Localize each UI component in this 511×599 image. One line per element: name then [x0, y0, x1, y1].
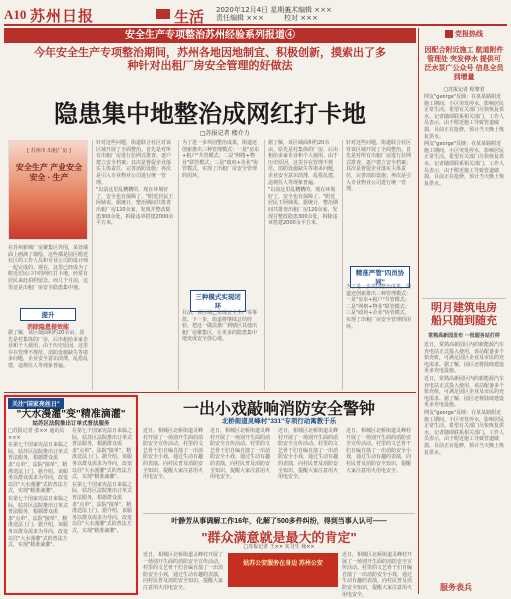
fire-col-4: 近日，相城区北桥街道灵峰村开展了一场别开生面的消防安全宣传活动。村里的文艺骨干们自编自演了一出消防安全小戏，通过生动有趣的表演，向村民普及消防安全知识，提醒大家注意用火用电安全。	[346, 428, 412, 474]
side-service-label: 服务表兵	[440, 583, 472, 592]
editor-credits	[284, 6, 332, 22]
focus-tag: 关注"国家亮丝日"	[8, 398, 64, 409]
poster-text: 安全生产 产业安全 安全 · 生产	[15, 163, 83, 182]
issue-date	[216, 6, 291, 22]
hotline-label: 党报热线	[455, 31, 483, 38]
focus-headline: "大水漫灌"变"精准滴灌"	[16, 409, 126, 420]
side-sub-2: 常熟高新园发布 一批服务站打样	[428, 333, 500, 339]
sidebar-rule	[418, 28, 419, 594]
lead-col-6: 据了解，该区域面积约20余亩，原先是村集体的厂房，后出租给多家企业和个人使用。由于历史原因，这里存在管理不规范、消防设施缺失等诸多问题，企业安全意识淡薄，乱搭乱建、违规住人等现象普遍。 "以前这里乱糟糟的，现在环境好了，安全也有保障了。"附近居民王阿姨说。据统计，整治期间共排查出租厂房120余家，发现并整改隐患300余处，拆除违章搭建2000余平方米。	[268, 140, 339, 227]
section-marker	[156, 9, 170, 19]
rule	[264, 140, 265, 390]
page-number: A10	[4, 7, 27, 22]
mediator-byline: □苏报记者 王×× 实习生 杨××	[243, 544, 315, 550]
side-text-1: 网友"george"反映：在某某路附近施工期间，小区突发停水，影响居民正常生活。希望有关部门尽快恢复供水。记者随即联系相关部门，工作人员表示，由于附近施工导致管道破损，目前正在抢修，预计当天晚上恢复供水。 网友"george"反映：在某某路附近施工期间，小区突发停水，影响居民正常生活。希望有关部门尽快恢复供水。记者随即联系相关部门，工作人员表示，由于附近施工导致管道破损，目前正在抢修，预计当天晚上恢复供水。	[424, 94, 505, 187]
lead-subhead-3: 精准严管"四员协同"	[350, 266, 410, 288]
lead-subhead-1: 提升	[20, 308, 76, 321]
focus-col-1: □苏报记者 张×× 通讯员 ××× 在第七个国家宪法日来临之际，姑苏区法院推出订单式普法服务，根据群众需求"点单"，法院"接单"，精准送法上门。据介绍，该服务以群众需求为导向，改变以往"大水漫灌"式的普法方式，实现"精准滴灌"。 在第七个国家宪法日来临之际，姑苏区法院推出订单式普法服务，根据群众需求"点单"，法院"接单"，精准送法上门。据介绍，该服务以群众需求为导向，改变以往"大水漫灌"式的普法方式，实现"精准滴灌"。	[8, 428, 69, 549]
series-banner: 安全生产专项整治苏州经验系列报道④	[4, 28, 416, 43]
hotline-icon	[445, 30, 453, 38]
rule	[143, 513, 415, 514]
side-headline-1: 因配合附近施工 航道附件管理处 突发停水 提供可泛水泵广公众号 信息全员到增量	[424, 47, 504, 81]
mediator-kicker: 叶静芳从事调解工作16年，化解了500多件纠纷，得到当事人认可——	[171, 518, 387, 525]
police-ad-banner: 姑苏公安服务在身边 苏州公安	[228, 553, 338, 587]
hotline-logo	[420, 28, 508, 42]
lead-byline: □苏报记者 楼介力	[200, 130, 250, 137]
mediator-col-2: 近日，相城区北桥街道灵峰村开展了一场别开生面的消防安全宣传活动。村里的文艺骨干们自编自演了一出消防安全小戏，通过生动有趣的表演，向村民普及消防安全知识，提醒大家注意用火用电安全。	[342, 552, 413, 598]
masthead	[4, 4, 507, 26]
lead-col-8: 为了进一步巩固整治成果，街道还创新推出三种管理模式：一是"房东+租户"共管模式；二是"网格+物业"联管模式；三是"政府+企业"协管模式，实现了出租厂房安全管理的闭环。	[346, 284, 412, 330]
lead-kicker	[8, 47, 412, 73]
lead-headline: 隐患集中地整治成网红打卡地	[54, 101, 366, 128]
lead-subhead-1b: 消除隐患提效能	[26, 325, 69, 331]
side-text-2: 近日，常熟高新园区内的新能源汽车充电站正式投入使用，该站配备多个快充桩，可满足园区企业及市民的充电需求。据了解，园区还将陆续建设更多充电设施。 近日，常熟高新园区内的新能源汽车充电站正式投入使用，该站配备多个快充桩，可满足园区企业及市民的充电需求。据了解，园区还将陆续建设更多充电设施。 网友"george"反映：在某某路附近施工期间，小区突发停水，影响居民正常生活。希望有关部门尽快恢复供水。记者随即联系相关部门，工作人员表示，由于附近施工导致管道破损，目前正在抢修，预计当天晚上恢复供水。	[424, 342, 505, 456]
lead-col-2: 据了解，该区域面积约20余亩，原先是村集体的厂房，后出租给多家企业和个人使用。由于历史原因，这里存在管理不规范、消防设施缺失等诸多问题，企业安全意识淡薄，乱搭乱建、违规住人等现象普遍。	[8, 330, 89, 369]
poster-caption: [ 苏州市 出租厂房 ]	[27, 148, 71, 154]
lead-col-3: 针对这些问题，街道联合社区对该区域开展了全面整治。首先是对所有出租厂房进行拉网式排查，逐户建立安全档案；其次是督促企业落实主体责任，完善消防设施；再次是引入专业物业公司进行统一管理。 "以前这里乱糟糟的，现在环境好了，安全也有保障了。"附近居民王阿姨说。据统计，整治期间共排查出租厂房120余家，发现并整改隐患300余处，拆除违章搭建2000余平方米。	[96, 140, 174, 227]
lead-kicker-line-1: 今年安全生产专项整治期间，苏州各地因地制宜、积极创新，摸索出了多	[34, 47, 386, 59]
rule	[178, 140, 179, 390]
lead-col-7: 针对这些问题，街道联合社区对该区域开展了全面整治。首先是对所有出租厂房进行拉网式排查，逐户建立安全档案；其次是督促企业落实主体责任，完善消防设施；再次是引入专业物业公司进行统一管理。	[346, 140, 412, 193]
section-name: 生活	[174, 9, 205, 26]
lead-poster-image	[8, 140, 88, 240]
lead-col-4: 为了进一步巩固整治成果，街道还创新推出三种管理模式：一是"房东+租户"共管模式；二是"网格+物业"联管模式；三是"政府+企业"协管模式，实现了出租厂房安全管理的闭环。	[182, 140, 260, 179]
lead-kicker-line-2: 种针对出租厂房安全管理的好做法	[127, 60, 293, 72]
rule	[422, 298, 506, 299]
side-byline-1: □苏报记者 程黎君	[443, 87, 485, 93]
fire-col-2: 近日，相城区北桥街道灵峰村开展了一场别开生面的消防安全宣传活动。村里的文艺骨干们自编自演了一出消防安全小戏，通过生动有趣的表演，向村民普及消防安全知识，提醒大家注意用火用电安全。	[210, 428, 271, 481]
date-line-2: 责任编辑 ×××	[216, 14, 264, 22]
lead-col-5: 目前，该区域已实现安全生产零事故。下一步，街道将继续总结经验，把这一做法推广到辖区其他出租厂房聚集区，让更多的隐患集中地变成安全放心地。	[182, 310, 258, 343]
lead-col-1: 在苏州新城厂房聚集区外围，某处墙面上画满了墙绘，这些都是园区附近社区的工作人员和专业公司的设计师一起完成的。现在，这里已经成为了附近居民口中的网红打卡地，经常有居民来此拍照留念。而几个月前，这里还是出租厂房安全隐患集中地。	[8, 245, 89, 291]
mediator-headline: "群众满意就是最大的肯定"	[201, 530, 357, 545]
editor-line: 美术编辑 ×××	[284, 6, 332, 14]
side-headline-2: 明月建筑电房 船只随到随充	[431, 302, 497, 327]
fire-headline: 一出小戏敲响消防安全警钟	[182, 401, 375, 418]
paper-name: 苏州日报	[30, 9, 95, 25]
fire-col-1: 近日，相城区北桥街道灵峰村开展了一场别开生面的消防安全宣传活动。村里的文艺骨干们自编自演了一出消防安全小戏，通过生动有趣的表演，向村民普及消防安全知识，提醒大家注意用火用电安全。	[143, 428, 204, 481]
lead-subhead-2: 三种模式实现闭环	[190, 290, 246, 312]
rule	[4, 392, 416, 393]
rule	[342, 140, 343, 390]
editor-line-2: 校对 ×××	[284, 14, 318, 22]
mediator-col-1: 近日，相城区北桥街道灵峰村开展了一场别开生面的消防安全宣传活动。村里的文艺骨干们自编自演了一出消防安全小戏，通过生动有趣的表演，向村民普及消防安全知识，提醒大家注意用火用电安全。	[143, 552, 224, 591]
rule	[92, 140, 93, 390]
focus-col-2: 在第七个国家宪法日来临之际，姑苏区法院推出订单式普法服务，根据群众需求"点单"，法院"接单"，精准送法上门。据介绍，该服务以群众需求为导向，改变以往"大水漫灌"式的普法方式，实现"精准滴灌"。 在第七个国家宪法日来临之际，姑苏区法院推出订单式普法服务，根据群众需求"点单"，法院"接单"，精准送法上门。据介绍，该服务以群众需求为导向，改变以往"大水漫灌"式的普法方式，实现"精准滴灌"。	[72, 428, 133, 534]
fire-col-3: 近日，相城区北桥街道灵峰村开展了一场别开生面的消防安全宣传活动。村里的文艺骨干们自编自演了一出消防安全小戏，通过生动有趣的表演，向村民普及消防安全知识，提醒大家注意用火用电安全。	[278, 428, 339, 481]
focus-subheadline: 姑苏区法院推出订单式普法服务	[32, 421, 110, 427]
date-line: 2020年12月4日 星期五	[216, 6, 292, 14]
fire-subheadline: 北桥街道灵峰村"331"专项行动寓教于乐	[221, 418, 337, 425]
